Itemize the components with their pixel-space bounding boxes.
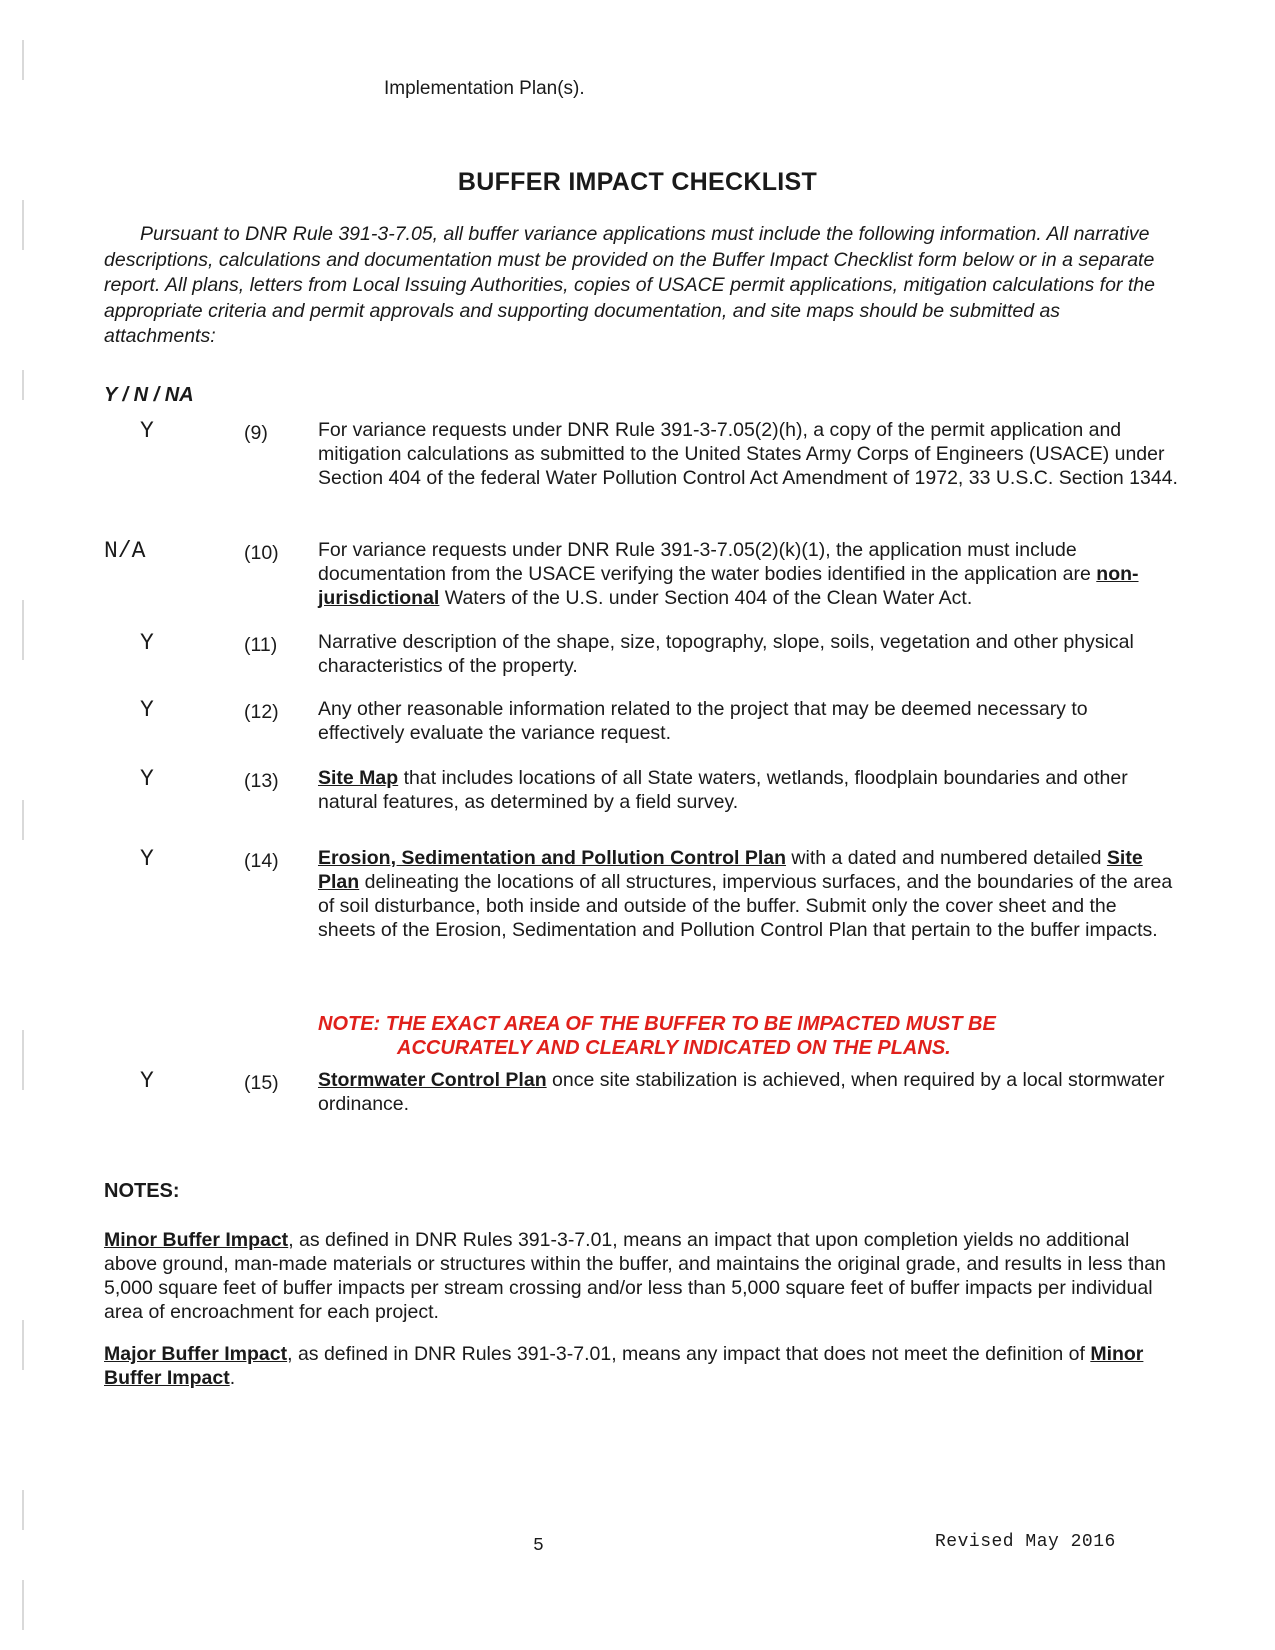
term-link-2: Site Plan xyxy=(318,847,1143,893)
previous-page-continuation: Implementation Plan(s). xyxy=(384,78,585,99)
major-term: Major Buffer Impact xyxy=(104,1343,288,1365)
item-number: (9) xyxy=(244,422,268,444)
answer-value: Y xyxy=(140,418,154,444)
minor-term-ref: Minor Buffer Impact xyxy=(104,1343,1144,1389)
revision-date: Revised May 2016 xyxy=(935,1532,1116,1552)
item-number: (10) xyxy=(244,542,279,564)
scan-edge-marks xyxy=(22,40,26,1620)
item-text: Narrative description of the shape, size, topography, slope, soils, vegetation and other physical characteristics of the property. xyxy=(318,631,1134,677)
page-title: BUFFER IMPACT CHECKLIST xyxy=(457,168,818,196)
item-number: (13) xyxy=(244,770,279,792)
term-link: Erosion, Sedimentation and Pollution Control Plan xyxy=(318,847,787,869)
notes-heading: NOTES: xyxy=(104,1180,180,1202)
item-text: For variance requests under DNR Rule 391-3-7.05(2)(h), a copy of the permit application and mitigation calculations as submitted to the United States Army Corps of Engineers (USACE) under Section 404 of the federal Water Pollution Control Act Amendment of 1972, 33 U.S.C. Section 1344. xyxy=(318,419,1178,489)
item-text: Any other reasonable information related to the project that may be deemed necessary to effectively evaluate the variance request. xyxy=(318,698,1088,744)
page-number: 5 xyxy=(533,1536,544,1556)
answer-column-header: Y / N / NA xyxy=(104,384,194,406)
item-text: Site Map that includes locations of all State waters, wetlands, floodplain boundaries and other natural features, as determined by a field survey. xyxy=(318,767,1128,813)
answer-value: Y xyxy=(140,766,154,792)
major-impact-definition: Major Buffer Impact, as defined in DNR Rules 391-3-7.01, means any impact that does not meet the definition of Minor Buffer Impact. xyxy=(104,1343,1144,1389)
answer-value: N/A xyxy=(104,538,146,564)
item-number: (12) xyxy=(244,701,279,723)
item-text: For variance requests under DNR Rule 391-3-7.05(2)(k)(1), the application must include documentation from the USACE verifying the water bodies identified in the application are non-jurisdictional Waters of the U.S. under Section 404 of the Clean Water Act. xyxy=(318,539,1139,609)
term-link: non-jurisdictional xyxy=(318,563,1139,609)
note-warning: NOTE: THE EXACT AREA OF THE BUFFER TO BE IMPACTED MUST BE ACCURATELY AND CLEARLY INDICATED ON THE PLANS. xyxy=(318,1013,996,1059)
minor-impact-definition: Minor Buffer Impact, as defined in DNR Rules 391-3-7.01, means an impact that upon completion yields no additional above ground, man-made materials or structures within the buffer, and maintains the original grade, and results in less than 5,000 square feet of buffer impacts per stream crossing and/or less than 5,000 square feet of buffer impacts per individual area of encroachment for each project. xyxy=(104,1229,1166,1323)
term-link: Site Map xyxy=(318,767,399,789)
minor-term: Minor Buffer Impact xyxy=(104,1229,289,1251)
answer-value: Y xyxy=(140,1068,154,1094)
term-link: Stormwater Control Plan xyxy=(318,1069,547,1091)
item-text: Stormwater Control Plan once site stabilization is achieved, when required by a local stormwater ordinance. xyxy=(318,1069,1165,1115)
intro-paragraph: Pursuant to DNR Rule 391-3-7.05, all buffer variance applications must include the following information. All narrative descriptions, calculations and documentation must be provided on the Buffer Impact Checklist form below or in a separate report. All plans, letters from Local Issuing Authorities, copies of USACE permit applications, mitigation calculations for the appropriate criteria and permit approvals and supporting documentation, and site maps should be submitted as attachments: xyxy=(104,223,1155,347)
item-text: Erosion, Sedimentation and Pollution Control Plan with a dated and numbered detailed Site Plan delineating the locations of all structures, impervious surfaces, and the boundaries of the area of soil disturbance, both inside and outside of the buffer. Submit only the cover sheet and the sheets of the Erosion, Sedimentation and Pollution Control Plan that pertain to the buffer impacts. xyxy=(318,847,1173,941)
answer-value: Y xyxy=(140,846,154,872)
item-number: (11) xyxy=(244,634,278,656)
answer-value: Y xyxy=(140,630,154,656)
item-number: (15) xyxy=(244,1072,279,1094)
item-number: (14) xyxy=(244,850,279,872)
answer-value: Y xyxy=(140,697,154,723)
